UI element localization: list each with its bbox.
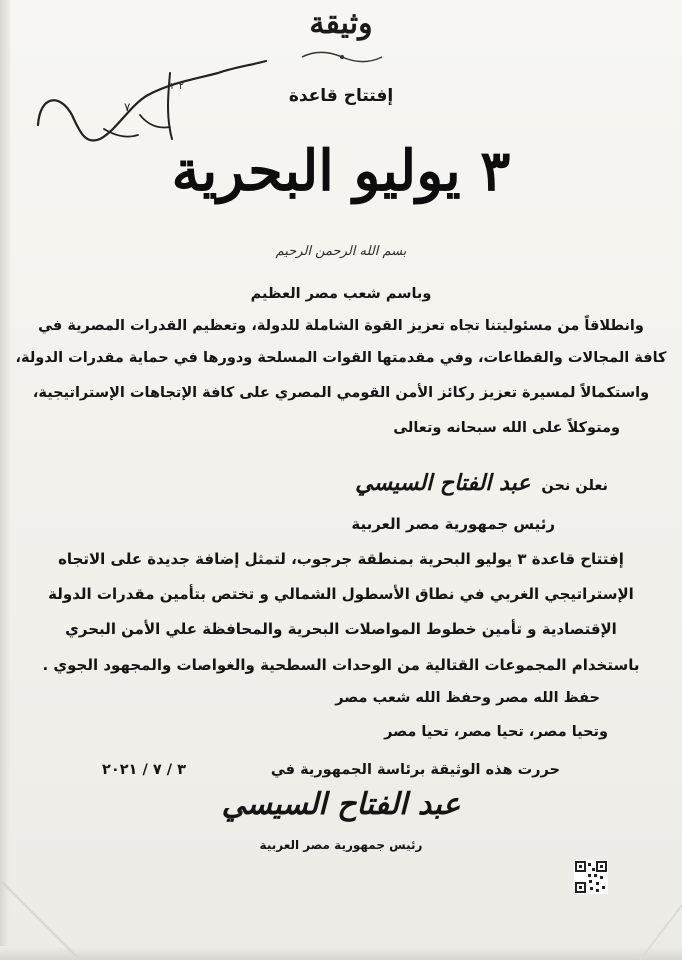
preamble-line: وانطلاقاً من مسئوليتنا تجاه تعزيز القوة الشاملة للدولة، وتعظيم القدرات المصرية في — [38, 318, 644, 334]
ornament-icon — [300, 50, 384, 64]
body-line: باستخدام المجموعات القتالية من الوحدات السطحية والغواصات والمجهود الجوي . — [42, 656, 640, 674]
issued-text: حررت هذه الوثيقة برئاسة الجمهورية في — [270, 762, 560, 778]
qr-code-icon — [574, 860, 608, 894]
paper-bottom-edge — [0, 946, 682, 960]
preamble-line: ومتوكلاً على الله سبحانه وتعالى — [393, 420, 620, 436]
issued-line — [0, 762, 560, 778]
issue-date: ٣ / ٧ / ٢٠٢١ — [102, 762, 186, 778]
document-title: وثيقة — [309, 6, 373, 41]
body-line: حفظ الله مصر وحفظ الله شعب مصر — [335, 690, 600, 706]
body-line: الإقتصادية و تأمين خطوط المواصلات البحرية والمحافظة علي الأمن البحري — [65, 620, 617, 638]
declaration-title: رئيس جمهورية مصر العربية — [351, 515, 555, 533]
preamble-line: وباسم شعب مصر العظيم — [250, 286, 432, 302]
preamble-line: كافة المجالات والقطاعات، وفي مقدمتها القوات المسلحة ودورها في حماية مقدرات الدولة، — [15, 350, 667, 366]
body-line: إفتتاح قاعدة ٣ يوليو البحرية بمنطقة جرجوب، لتمثل إضافة جديدة على الاتجاه — [58, 550, 624, 568]
body-line: وتحيا مصر، تحيا مصر، تحيا مصر — [384, 724, 608, 740]
signature-title: رئيس جمهورية مصر العربية — [259, 838, 423, 852]
svg-text:٧: ٧ — [124, 100, 131, 114]
declaration-prefix: نعلن نحن — [541, 478, 608, 494]
signature-name: عبد الفتاح السيسي — [221, 787, 461, 822]
preamble-line: واستكمالاً لمسيرة تعزيز ركائز الأمن القومي المصري على كافة الإتجاهات الإستراتيجية، — [32, 385, 650, 401]
body-line: الإستراتيجي الغربي في نطاق الأسطول الشمالي و تختص بتأمين مقدرات الدولة — [48, 585, 634, 603]
declaration-name: عبد الفتاح السيسي — [355, 470, 531, 496]
opening-label: إفتتاح قاعدة — [288, 86, 394, 106]
svg-text:٢ ٢: ٢ ٢ — [170, 81, 184, 92]
declaration-line — [0, 470, 608, 496]
base-name-title: ٣ يوليو البحرية — [171, 138, 511, 204]
basmala: بسم الله الرحمن الرحيم — [275, 244, 407, 259]
